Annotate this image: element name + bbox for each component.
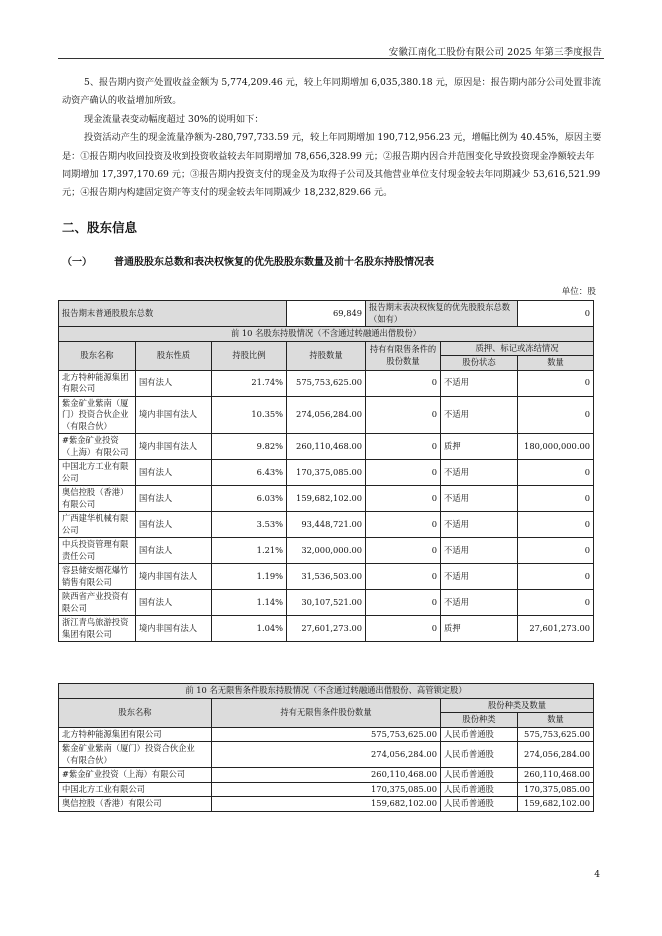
holding-ratio: 1.14% bbox=[212, 590, 287, 616]
share-status: 质押 bbox=[441, 434, 518, 460]
restricted-shares: 0 bbox=[366, 486, 441, 512]
shareholder-name: #紫金矿业投资（上海）有限公司 bbox=[59, 434, 136, 460]
holding-shares: 31,536,503.00 bbox=[287, 564, 366, 590]
subsection-text: 普通股股东总数和表决权恢复的优先股股东数量及前十名股东持股情况表 bbox=[114, 257, 434, 268]
table-row bbox=[59, 590, 594, 616]
restricted-shares: 0 bbox=[366, 616, 441, 642]
page-header: 安徽江南化工股份有限公司 2025 年第三季度报告 bbox=[388, 47, 602, 58]
paragraph-investing-cashflow: 投资活动产生的现金流量净额为-280,797,733.59 元，较上年同期增加 190,712,956.23 元，增幅比例为 40.45%，原因主要是：①报告期内收回投资及收到投资收益较去年同期增加 78,656,328.99 元；②报告期内因合并范围变化导致投资现金净额较去年同期增加 17,397,170.69 元；③报告期内投资支付的现金及为取得子公司及其他营业单位支付现金较去年同期减少 53,616,521.99 元；④报告期内构建固定资产等支付的现金较去年同期减少 18,232,829.66 元。 bbox=[62, 132, 602, 199]
share-type: 人民币普通股 bbox=[441, 797, 518, 812]
restricted-shares: 0 bbox=[366, 434, 441, 460]
unit-label: 单位：股 bbox=[561, 287, 596, 297]
holding-shares: 170,375,085.00 bbox=[287, 460, 366, 486]
holding-shares: 32,000,000.00 bbox=[287, 538, 366, 564]
summary-label-total: 报告期末普通股股东总数 bbox=[59, 301, 287, 327]
summary-value-total: 69,849 bbox=[287, 301, 366, 327]
top10-unrestricted-table bbox=[58, 683, 594, 812]
shareholder-name: 陕西省产业投资有限公司 bbox=[59, 590, 136, 616]
shareholder-name: 中兵投资管理有限责任公司 bbox=[59, 538, 136, 564]
share-qty: 260,110,468.00 bbox=[518, 768, 594, 783]
shareholder-nature: 国有法人 bbox=[136, 486, 212, 512]
col-header-type-group: 股份种类及数量 bbox=[441, 698, 594, 713]
table2-body bbox=[59, 727, 594, 811]
shareholder-name: #紫金矿业投资（上海）有限公司 bbox=[59, 768, 212, 783]
table1-body bbox=[59, 370, 594, 642]
table-row bbox=[59, 782, 594, 797]
shareholder-name: 中国北方工业有限公司 bbox=[59, 782, 212, 797]
share-type: 人民币普通股 bbox=[441, 742, 518, 768]
shareholder-name: 容县储安烟花爆竹销售有限公司 bbox=[59, 564, 136, 590]
shareholder-nature: 国有法人 bbox=[136, 538, 212, 564]
restricted-shares: 0 bbox=[366, 370, 441, 396]
shareholder-nature: 境内非国有法人 bbox=[136, 564, 212, 590]
holding-shares: 93,448,721.00 bbox=[287, 512, 366, 538]
holding-shares: 30,107,521.00 bbox=[287, 590, 366, 616]
holding-ratio: 6.03% bbox=[212, 486, 287, 512]
holding-shares: 27,601,273.00 bbox=[287, 616, 366, 642]
shareholder-nature: 国有法人 bbox=[136, 370, 212, 396]
paragraph-cashflow-intro: 现金流量表变动幅度超过 30%的说明如下： bbox=[84, 113, 264, 125]
summary-row bbox=[59, 301, 594, 327]
table-row bbox=[59, 370, 594, 396]
summary-value-preferred: 0 bbox=[518, 301, 594, 327]
shareholder-name: 北方特种能源集团有限公司 bbox=[59, 370, 136, 396]
shareholder-name: 奥信控股（香港）有限公司 bbox=[59, 486, 136, 512]
col-header-name: 股东名称 bbox=[59, 698, 212, 727]
col-header-status: 股份状态 bbox=[441, 356, 518, 371]
holding-shares: 575,753,625.00 bbox=[287, 370, 366, 396]
restricted-shares: 0 bbox=[366, 564, 441, 590]
shareholder-name: 浙江青鸟旅游投资集团有限公司 bbox=[59, 616, 136, 642]
subsection-title bbox=[62, 253, 434, 268]
subsection-number: （一） bbox=[62, 257, 92, 268]
holding-ratio: 21.74% bbox=[212, 370, 287, 396]
caption-row bbox=[59, 684, 594, 699]
share-qty: 274,056,284.00 bbox=[518, 742, 594, 768]
shareholder-name: 紫金矿业紫南（厦门）投资合伙企业（有限合伙） bbox=[59, 396, 136, 434]
table-row bbox=[59, 486, 594, 512]
table2-caption: 前 10 名无限售条件股东持股情况（不含通过转融通出借股份、高管锁定股） bbox=[59, 684, 594, 699]
shareholder-nature: 国有法人 bbox=[136, 590, 212, 616]
col-header-ratio: 持股比例 bbox=[212, 341, 287, 370]
share-type: 人民币普通股 bbox=[441, 727, 518, 742]
pledge-qty: 27,601,273.00 bbox=[518, 616, 594, 642]
col-header-qty: 数量 bbox=[518, 713, 594, 728]
table-row bbox=[59, 797, 594, 812]
shareholder-nature: 境内非国有法人 bbox=[136, 434, 212, 460]
pledge-qty: 0 bbox=[518, 396, 594, 434]
col-header-name: 股东名称 bbox=[59, 341, 136, 370]
share-status: 不适用 bbox=[441, 370, 518, 396]
unrestricted-shares: 260,110,468.00 bbox=[212, 768, 441, 783]
body-text bbox=[62, 74, 602, 203]
holding-ratio: 6.43% bbox=[212, 460, 287, 486]
pledge-qty: 0 bbox=[518, 564, 594, 590]
table-row bbox=[59, 460, 594, 486]
share-type: 人民币普通股 bbox=[441, 768, 518, 783]
holding-ratio: 1.04% bbox=[212, 616, 287, 642]
col-header-shares: 持股数量 bbox=[287, 341, 366, 370]
holding-ratio: 1.19% bbox=[212, 564, 287, 590]
restricted-shares: 0 bbox=[366, 460, 441, 486]
shareholder-nature: 国有法人 bbox=[136, 460, 212, 486]
share-qty: 170,375,085.00 bbox=[518, 782, 594, 797]
table-row bbox=[59, 616, 594, 642]
holding-ratio: 1.21% bbox=[212, 538, 287, 564]
share-status: 不适用 bbox=[441, 512, 518, 538]
unrestricted-shares: 170,375,085.00 bbox=[212, 782, 441, 797]
shareholder-name: 中国北方工业有限公司 bbox=[59, 460, 136, 486]
holding-shares: 159,682,102.00 bbox=[287, 486, 366, 512]
restricted-shares: 0 bbox=[366, 396, 441, 434]
holding-ratio: 3.53% bbox=[212, 512, 287, 538]
col-header-pledge-group: 质押、标记或冻结情况 bbox=[441, 341, 594, 356]
table-row bbox=[59, 727, 594, 742]
header-rule bbox=[58, 58, 604, 59]
header-row-1 bbox=[59, 341, 594, 356]
share-qty: 575,753,625.00 bbox=[518, 727, 594, 742]
summary-label-preferred: 报告期末表决权恢复的优先股股东总数（如有） bbox=[366, 301, 518, 327]
share-qty: 159,682,102.00 bbox=[518, 797, 594, 812]
holding-ratio: 9.82% bbox=[212, 434, 287, 460]
pledge-qty: 0 bbox=[518, 460, 594, 486]
table-row bbox=[59, 512, 594, 538]
holding-ratio: 10.35% bbox=[212, 396, 287, 434]
restricted-shares: 0 bbox=[366, 512, 441, 538]
pledge-qty: 180,000,000.00 bbox=[518, 434, 594, 460]
shareholder-nature: 境内非国有法人 bbox=[136, 616, 212, 642]
caption-row bbox=[59, 327, 594, 342]
unrestricted-shares: 575,753,625.00 bbox=[212, 727, 441, 742]
page-number: 4 bbox=[594, 870, 600, 880]
share-status: 质押 bbox=[441, 616, 518, 642]
table-row bbox=[59, 396, 594, 434]
unrestricted-shares: 274,056,284.00 bbox=[212, 742, 441, 768]
section-title: 二、股东信息 bbox=[62, 220, 138, 235]
share-status: 不适用 bbox=[441, 538, 518, 564]
table-row bbox=[59, 768, 594, 783]
table-row bbox=[59, 564, 594, 590]
paragraph-asset-disposal: 5、报告期内资产处置收益金额为 5,774,209.46 元，较上年同期增加 6,035,380.18 元，原因是：报告期内部分公司处置非流动资产确认的收益增加所致。 bbox=[62, 77, 601, 107]
shareholder-nature: 国有法人 bbox=[136, 512, 212, 538]
col-header-nature: 股东性质 bbox=[136, 341, 212, 370]
pledge-qty: 0 bbox=[518, 486, 594, 512]
unrestricted-shares: 159,682,102.00 bbox=[212, 797, 441, 812]
col-header-shares: 持有无限售条件股份数量 bbox=[212, 698, 441, 727]
share-status: 不适用 bbox=[441, 460, 518, 486]
share-status: 不适用 bbox=[441, 590, 518, 616]
col-header-type: 股份种类 bbox=[441, 713, 518, 728]
col-header-restricted: 持有有限售条件的股份数量 bbox=[366, 341, 441, 370]
restricted-shares: 0 bbox=[366, 538, 441, 564]
share-status: 不适用 bbox=[441, 564, 518, 590]
restricted-shares: 0 bbox=[366, 590, 441, 616]
holding-shares: 274,056,284.00 bbox=[287, 396, 366, 434]
holding-shares: 260,110,468.00 bbox=[287, 434, 366, 460]
pledge-qty: 0 bbox=[518, 512, 594, 538]
pledge-qty: 0 bbox=[518, 370, 594, 396]
table1-caption: 前 10 名股东持股情况（不含通过转融通出借股份） bbox=[59, 327, 594, 342]
shareholder-name: 奥信控股（香港）有限公司 bbox=[59, 797, 212, 812]
top10-shareholders-table bbox=[58, 300, 594, 642]
share-status: 不适用 bbox=[441, 486, 518, 512]
share-type: 人民币普通股 bbox=[441, 782, 518, 797]
shareholder-name: 紫金矿业紫南（厦门）投资合伙企业（有限合伙） bbox=[59, 742, 212, 768]
pledge-qty: 0 bbox=[518, 538, 594, 564]
shareholder-nature: 境内非国有法人 bbox=[136, 396, 212, 434]
table-row bbox=[59, 434, 594, 460]
col-header-qty: 数量 bbox=[518, 356, 594, 371]
header-row-1 bbox=[59, 698, 594, 713]
pledge-qty: 0 bbox=[518, 590, 594, 616]
shareholder-name: 北方特种能源集团有限公司 bbox=[59, 727, 212, 742]
share-status: 不适用 bbox=[441, 396, 518, 434]
shareholder-name: 广西建华机械有限公司 bbox=[59, 512, 136, 538]
table-row bbox=[59, 538, 594, 564]
table-row bbox=[59, 742, 594, 768]
